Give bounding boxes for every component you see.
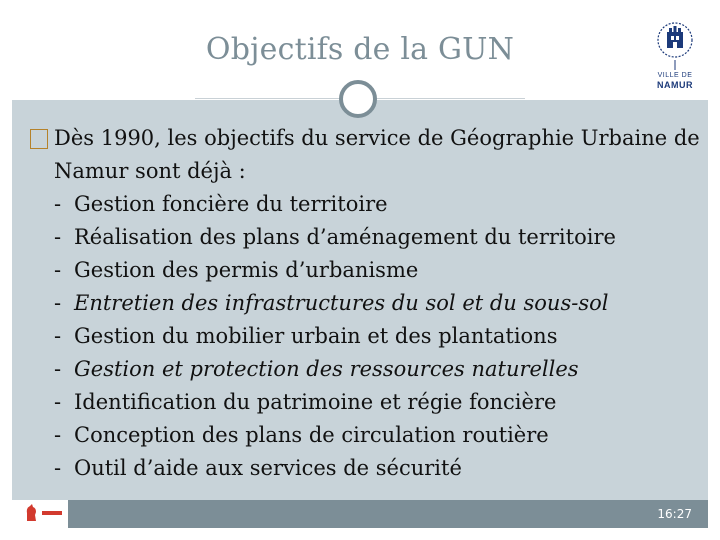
- list-item: [54, 419, 700, 452]
- intro-paragraph: [30, 122, 700, 188]
- list-item: [54, 287, 700, 320]
- logo-top-text: VILLE DE: [657, 72, 693, 79]
- slide-body: [30, 122, 700, 485]
- dash-marker: -: [54, 456, 62, 480]
- wallonia-rooster-icon: [24, 503, 38, 523]
- intro-text: Dès 1990, les objectifs du service de Géographie Urbaine de Namur sont déjà :: [54, 126, 700, 183]
- list-item: [54, 452, 700, 485]
- list-item: [54, 188, 700, 221]
- namur-crest-icon: [645, 14, 705, 70]
- logo-bottom-text: NAMUR: [657, 80, 693, 90]
- dash-marker: -: [54, 324, 62, 348]
- dash-marker: -: [54, 225, 62, 249]
- list-item-text: Gestion du mobilier urbain et des plantations: [74, 324, 558, 348]
- list-item-text: Gestion et protection des ressources naturelles: [74, 357, 579, 381]
- dash-marker: -: [54, 258, 62, 282]
- dash-marker: -: [54, 390, 62, 414]
- list-item-text: Outil d’aide aux services de sécurité: [74, 456, 462, 480]
- list-item: [54, 353, 700, 386]
- list-item-text: Conception des plans de circulation routière: [74, 423, 549, 447]
- list-item-text: Identification du patrimoine et régie foncière: [74, 390, 557, 414]
- list-item-text: Gestion foncière du territoire: [74, 192, 388, 216]
- dash-marker: -: [54, 357, 62, 381]
- dash-marker: -: [54, 192, 62, 216]
- slide-footer: [12, 500, 708, 528]
- slide-time: 16:27: [657, 507, 692, 521]
- dash-marker: -: [54, 291, 62, 315]
- bullet-box-icon: [30, 129, 48, 149]
- namur-logo: [645, 14, 705, 94]
- list-item: [54, 221, 700, 254]
- wallonia-flag-bar: [42, 511, 62, 515]
- list-item-text: Gestion des permis d’urbanisme: [74, 258, 419, 282]
- list-item: [54, 386, 700, 419]
- dash-marker: -: [54, 423, 62, 447]
- list-item-text: Réalisation des plans d’aménagement du territoire: [74, 225, 616, 249]
- title-circle-ornament: [339, 80, 377, 118]
- list-item-text: Entretien des infrastructures du sol et du sous-sol: [74, 291, 609, 315]
- footer-bar: [68, 500, 708, 528]
- list-item: [54, 320, 700, 353]
- slide-title: Objectifs de la GUN: [205, 32, 515, 67]
- footer-logo-area: [12, 500, 68, 528]
- objectives-list: [30, 188, 700, 485]
- list-item: [54, 254, 700, 287]
